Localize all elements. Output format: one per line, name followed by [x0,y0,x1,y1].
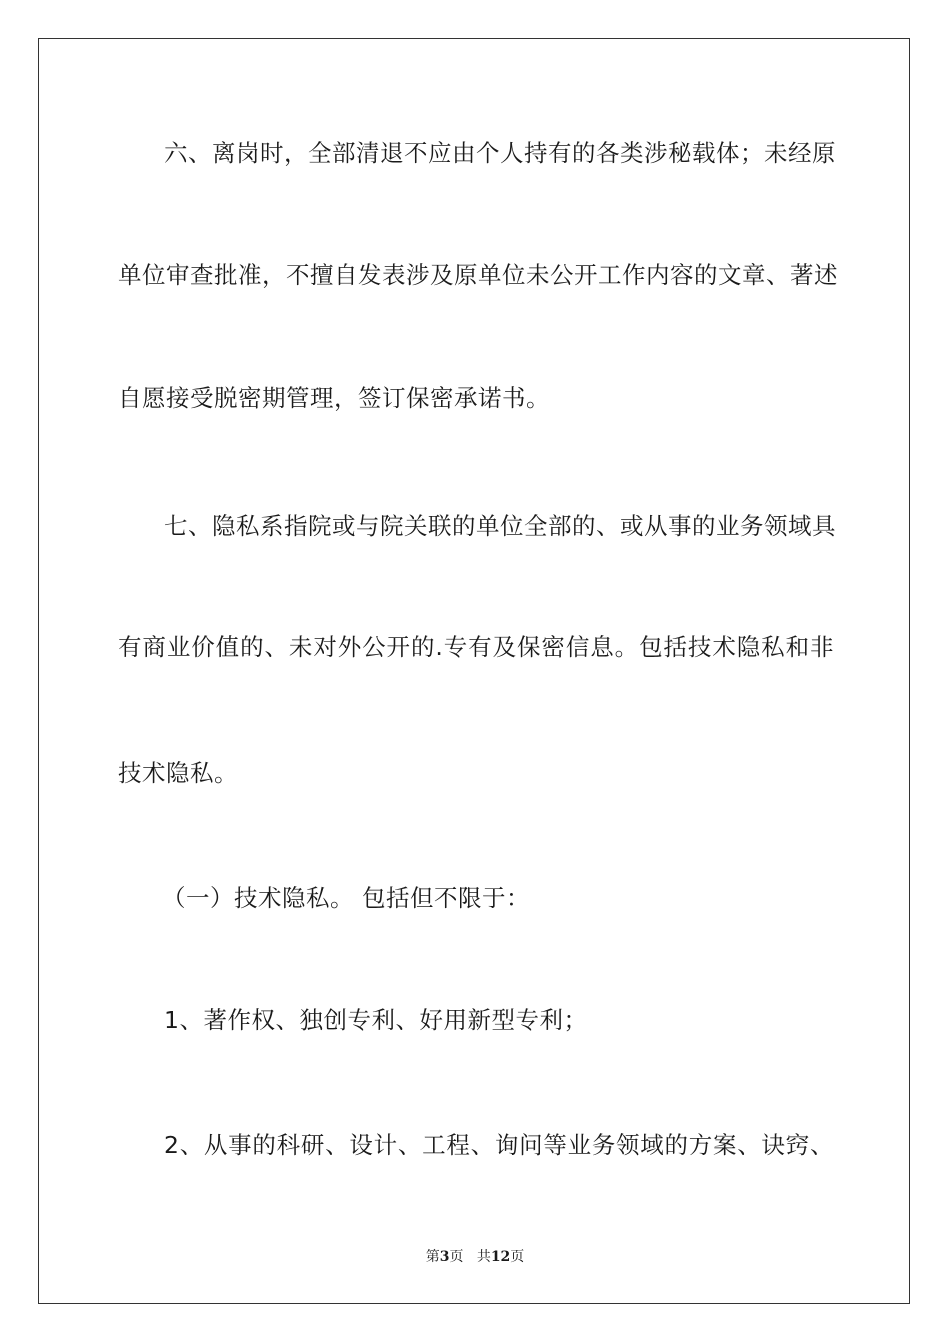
footer-page-number: 3 [439,1249,450,1265]
list-item: 2、从事的科研、设计、工程、询问等业务领域的方案、诀窍、 [164,1131,834,1159]
paragraph-line: 六、离岗时，全部清退不应由个人持有的各类涉秘载体；未经原 [164,139,836,167]
paragraph-line: 单位审查批准，不擅自发表涉及原单位未公开工作内容的文章、著述 [118,261,838,289]
page-footer [0,1246,950,1266]
section-heading: （一）技术隐私。 包括但不限于： [162,884,530,912]
list-item: 1、著作权、独创专利、好用新型专利； [164,1006,588,1034]
footer-total-suffix: 页 [510,1249,525,1265]
footer-total-number: 12 [490,1249,511,1265]
footer-page-prefix: 第 [425,1249,440,1265]
paragraph-line: 有商业价值的、未对外公开的.专有及保密信息。包括技术隐私和非 [118,633,834,661]
paragraph-line: 七、隐私系指院或与院关联的单位全部的、或从事的业务领域具 [164,512,836,540]
paragraph-line: 技术隐私。 [118,759,238,787]
paragraph-line: 自愿接受脱密期管理，签订保密承诺书。 [118,384,550,412]
page-border [38,38,910,1304]
footer-total-prefix: 共 [476,1249,491,1265]
footer-page-suffix: 页 [449,1249,464,1265]
